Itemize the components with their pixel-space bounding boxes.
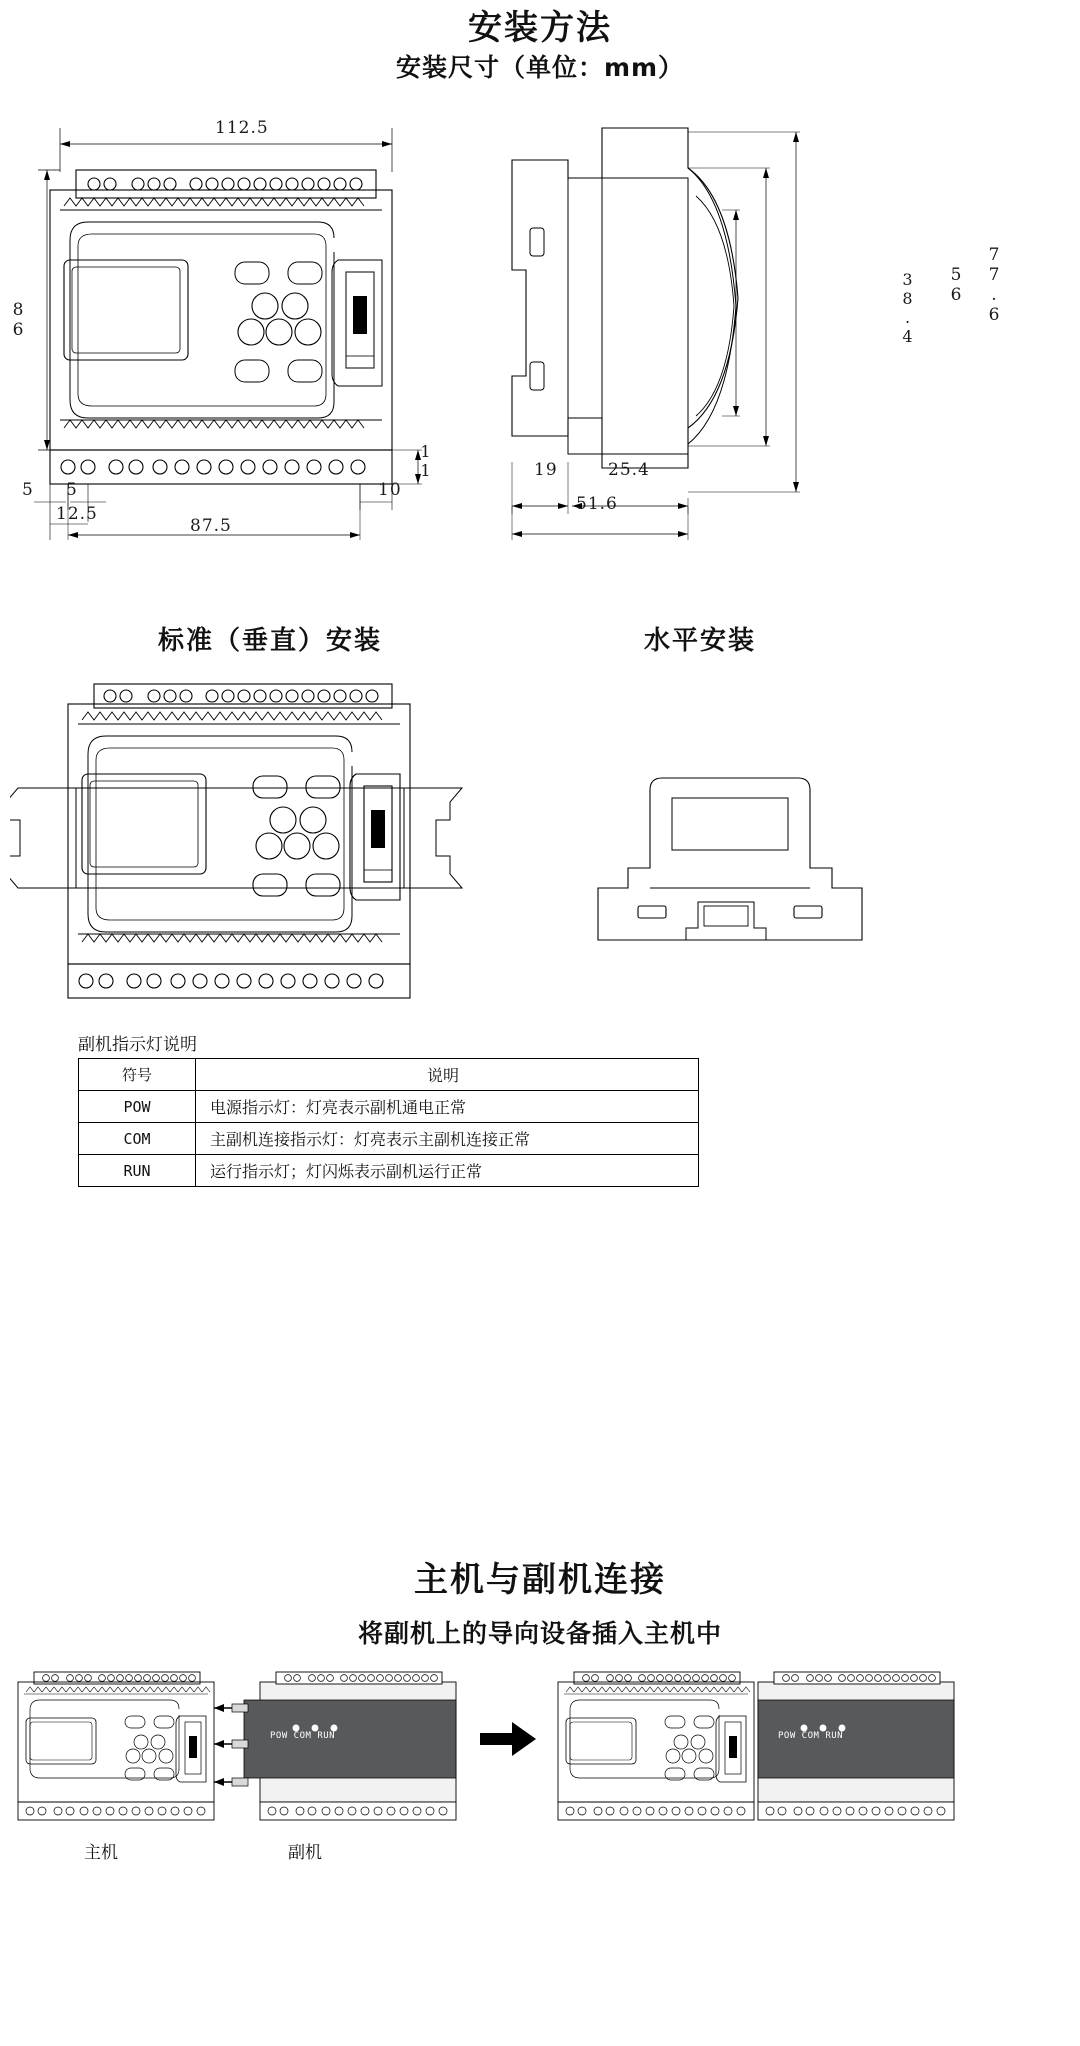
dim-side-19: 19	[534, 460, 558, 480]
page-subtitle: 安装尺寸（单位：mm）	[395, 53, 685, 82]
cell-symbol: POW	[79, 1091, 196, 1123]
dim-side-38-4: 38.4	[898, 270, 917, 346]
heading-horizontal-mount: 水平安装	[643, 626, 756, 656]
led-labels-after: POW COM RUN	[778, 1731, 844, 1741]
dim-side-25-4: 25.4	[608, 460, 650, 480]
dim-front-height: 86	[8, 300, 28, 340]
table-row	[79, 1123, 699, 1155]
cell-desc: 运行指示灯；灯闪烁表示副机运行正常	[196, 1155, 699, 1187]
legend-table	[78, 1058, 699, 1187]
connection-title: 主机与副机连接	[414, 1560, 666, 1600]
connection-before-diagram	[8, 1660, 468, 1840]
table-row	[79, 1091, 699, 1123]
dim-front-12-5: 12.5	[56, 504, 98, 524]
dim-side-77-6: 77.6	[984, 245, 1004, 325]
dim-front-87-5: 87.5	[190, 516, 232, 536]
label-slave: 副机	[288, 1843, 322, 1863]
column-header-symbol: 符号	[79, 1059, 196, 1091]
label-master: 主机	[84, 1843, 118, 1863]
dim-front-5-right: 5	[66, 480, 78, 500]
process-arrow-icon	[480, 1722, 536, 1756]
led-labels-before: POW COM RUN	[270, 1731, 336, 1741]
vertical-mount-drawing	[10, 668, 470, 1008]
table-row	[79, 1155, 699, 1187]
legend-table-wrap	[78, 1058, 699, 1187]
page-title: 安装方法	[468, 8, 612, 48]
connection-after-diagram	[548, 1660, 1008, 1840]
heading-vertical-mount: 标准（垂直）安装	[157, 626, 382, 656]
horizontal-mount-drawing	[580, 740, 910, 970]
column-header-desc: 说明	[196, 1059, 699, 1091]
dim-front-width: 112.5	[215, 118, 269, 138]
cell-desc: 电源指示灯：灯亮表示副机通电正常	[196, 1091, 699, 1123]
dim-side-51-6: 51.6	[576, 494, 618, 514]
dim-front-11: 11	[416, 442, 435, 480]
legend-title: 副机指示灯说明	[78, 1035, 197, 1055]
cell-desc: 主副机连接指示灯：灯亮表示主副机连接正常	[196, 1123, 699, 1155]
table-header-row	[79, 1059, 699, 1091]
connection-subtitle: 将副机上的导向设备插入主机中	[357, 1619, 722, 1648]
cell-symbol: RUN	[79, 1155, 196, 1187]
dim-side-56: 56	[946, 265, 966, 305]
side-view-drawing	[490, 110, 820, 550]
dim-front-5-left: 5	[22, 480, 34, 500]
front-view-drawing	[20, 110, 480, 550]
cell-symbol: COM	[79, 1123, 196, 1155]
dim-front-10: 10	[378, 480, 402, 500]
